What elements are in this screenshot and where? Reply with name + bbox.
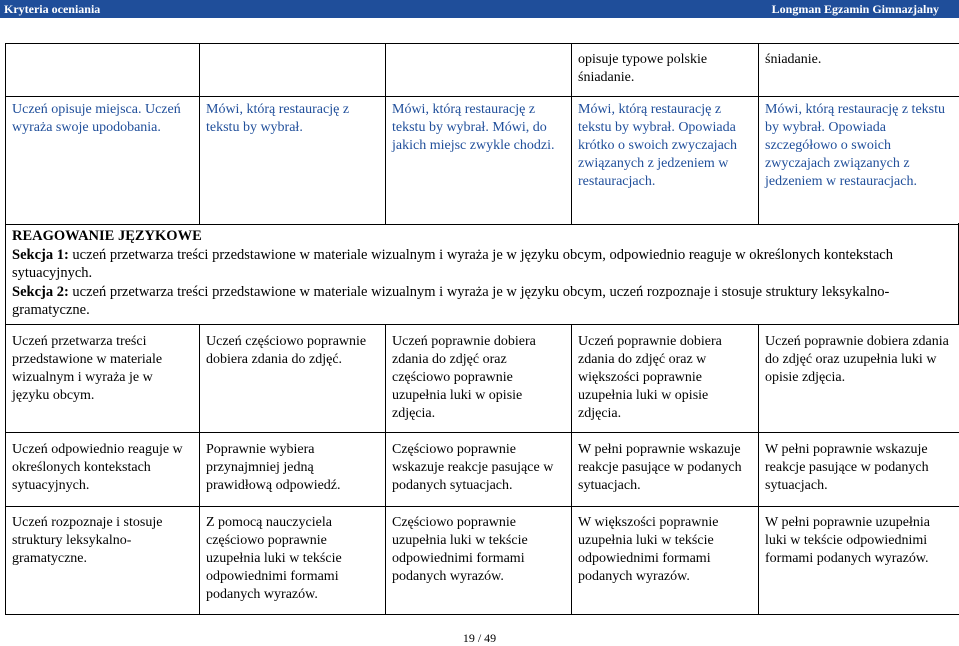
table-cell: W pełni poprawnie wskazuje reakcje pasujące w podanych sytuacjach.: [759, 433, 959, 506]
table-cell: Uczeń poprawnie dobiera zdania do zdjęć oraz częściowo poprawnie uzupełnia luki w opisie zdjęcia.: [386, 325, 572, 432]
table-cell: Częściowo poprawnie uzupełnia luki w tekście odpowiednimi formami podanych wyrazów.: [386, 507, 572, 614]
table-cell: Mówi, którą restaurację z tekstu by wybrał.: [200, 97, 386, 224]
table-cell: Mówi, którą restaurację z tekstu by wybrał. Mówi, do jakich miejsc zwykle chodzi.: [386, 97, 572, 224]
table-cell: opisuje typowe polskie śniadanie.: [572, 44, 759, 96]
table-cell: [6, 44, 200, 96]
table-row: [6, 325, 959, 433]
table-cell: Mówi, którą restaurację z tekstu by wybrał. Opowiada krótko o swoich zwyczajach związanych z jedzeniem w restauracjach.: [572, 97, 759, 224]
header-right-title: Longman Egzamin Gimnazjalny: [771, 2, 939, 16]
table-cell: Uczeń rozpoznaje i stosuje struktury leksykalno-gramatyczne.: [6, 507, 200, 614]
table-cell: Uczeń częściowo poprawnie dobiera zdania do zdjęć.: [200, 325, 386, 432]
table-cell: Uczeń poprawnie dobiera zdania do zdjęć oraz w większości poprawnie uzupełnia luki w opisie zdjęcia.: [572, 325, 759, 432]
table-cell: Uczeń przetwarza treści przedstawione w materiale wizualnym i wyraża je w języku obcym.: [6, 325, 200, 432]
section-1-text: uczeń przetwarza treści przedstawione w materiale wizualnym i wyraża je w języku obcym, odpowiednio reaguje w określonych kontekstach sytuacyjnych.: [12, 246, 893, 281]
criteria-table-bottom: [5, 325, 959, 615]
table-cell: Częściowo poprawnie wskazuje reakcje pasujące w podanych sytuacjach.: [386, 433, 572, 506]
page-number: 19 / 49: [462, 631, 497, 645]
criteria-table-top: [5, 43, 959, 225]
table-cell: [386, 44, 572, 96]
table-cell: [200, 44, 386, 96]
section-description: [5, 223, 959, 325]
table-cell: W większości poprawnie uzupełnia luki w tekście odpowiednimi formami podanych wyrazów.: [572, 507, 759, 614]
section-2-label: Sekcja 2:: [12, 283, 69, 300]
table-row: [6, 433, 959, 507]
table-cell: W pełni poprawnie uzupełnia luki w tekście odpowiednimi formami podanych wyrazów.: [759, 507, 959, 614]
table-cell: Poprawnie wybiera przynajmniej jedną prawidłową odpowiedź.: [200, 433, 386, 506]
table-row: [6, 97, 959, 225]
table-cell: W pełni poprawnie wskazuje reakcje pasujące w podanych sytuacjach.: [572, 433, 759, 506]
table-cell: Uczeń opisuje miejsca. Uczeń wyraża swoje upodobania.: [6, 97, 200, 224]
table-row: [6, 507, 959, 615]
page-header: [0, 0, 959, 18]
table-cell: Mówi, którą restaurację z tekstu by wybrał. Opowiada szczegółowo o swoich zwyczajach związanych z jedzeniem w restauracjach.: [759, 97, 959, 224]
table-row: [6, 43, 959, 97]
section-2-text: uczeń przetwarza treści przedstawione w materiale wizualnym i wyraża je w języku obcym, uczeń rozpoznaje i stosuje struktury leksykalno-gramatyczne.: [12, 283, 890, 318]
section-1-label: Sekcja 1:: [12, 246, 69, 263]
section-1-description: [12, 246, 952, 283]
section-title: REAGOWANIE JĘZYKOWE: [12, 228, 202, 244]
table-cell: Uczeń poprawnie dobiera zdania do zdjęć oraz uzupełnia luki w opisie zdjęcia.: [759, 325, 959, 432]
header-left-title: Kryteria oceniania: [4, 2, 101, 16]
section-2-description: [12, 283, 952, 320]
table-cell: śniadanie.: [759, 44, 959, 96]
table-cell: Uczeń odpowiednio reaguje w określonych kontekstach sytuacyjnych.: [6, 433, 200, 506]
table-cell: Z pomocą nauczyciela częściowo poprawnie uzupełnia luki w tekście odpowiednimi formami podanych wyrazów.: [200, 507, 386, 614]
